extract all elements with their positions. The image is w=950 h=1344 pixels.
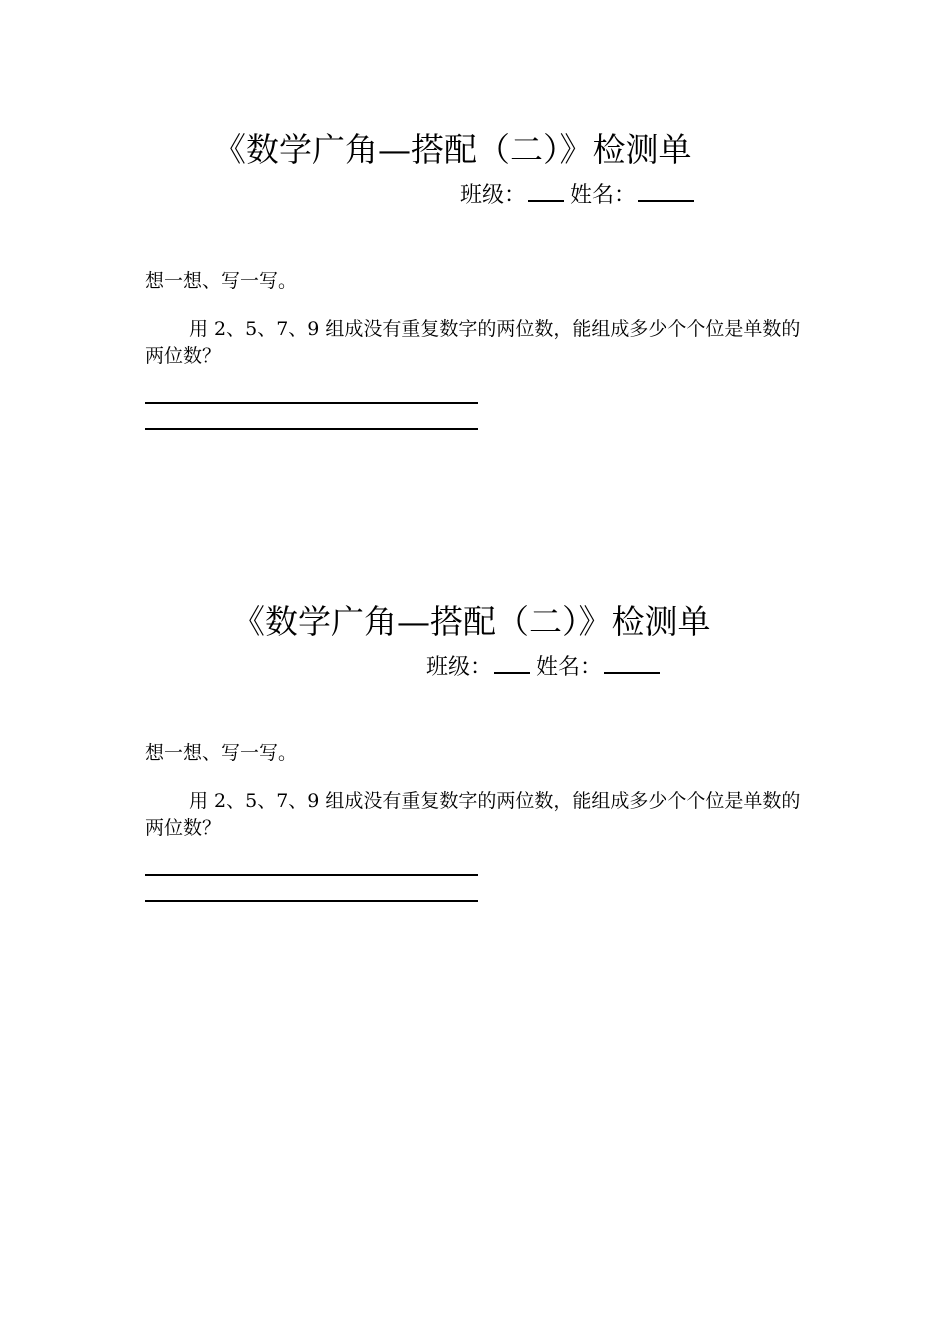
question-text: 用 2、5、7、9 组成没有重复数字的两位数，能组成多少个个位是单数的两位数？ [145, 790, 801, 839]
name-label: 姓名： [536, 655, 603, 680]
worksheet-1 [0, 128, 950, 588]
worksheet-title: 《数学广角—搭配（二）》检测单 [232, 602, 711, 641]
worksheet-title: 《数学广角—搭配（二）》检测单 [213, 130, 692, 169]
name-blank[interactable] [638, 180, 694, 202]
answer-line-1[interactable] [145, 402, 478, 404]
worksheet-2 [0, 600, 950, 1060]
class-blank[interactable] [528, 180, 564, 202]
student-info-line [426, 652, 666, 683]
class-label: 班级： [426, 655, 493, 680]
student-info-line [460, 180, 700, 211]
class-label: 班级： [460, 183, 527, 208]
answer-line-2[interactable] [145, 428, 478, 430]
answer-line-1[interactable] [145, 874, 478, 876]
question-text: 用 2、5、7、9 组成没有重复数字的两位数，能组成多少个个位是单数的两位数？ [145, 318, 801, 367]
name-blank[interactable] [604, 652, 660, 674]
class-blank[interactable] [494, 652, 530, 674]
answer-line-2[interactable] [145, 900, 478, 902]
instruction-text: 想一想、写一写。 [145, 742, 298, 764]
instruction-text: 想一想、写一写。 [145, 270, 298, 292]
name-label: 姓名： [570, 183, 637, 208]
